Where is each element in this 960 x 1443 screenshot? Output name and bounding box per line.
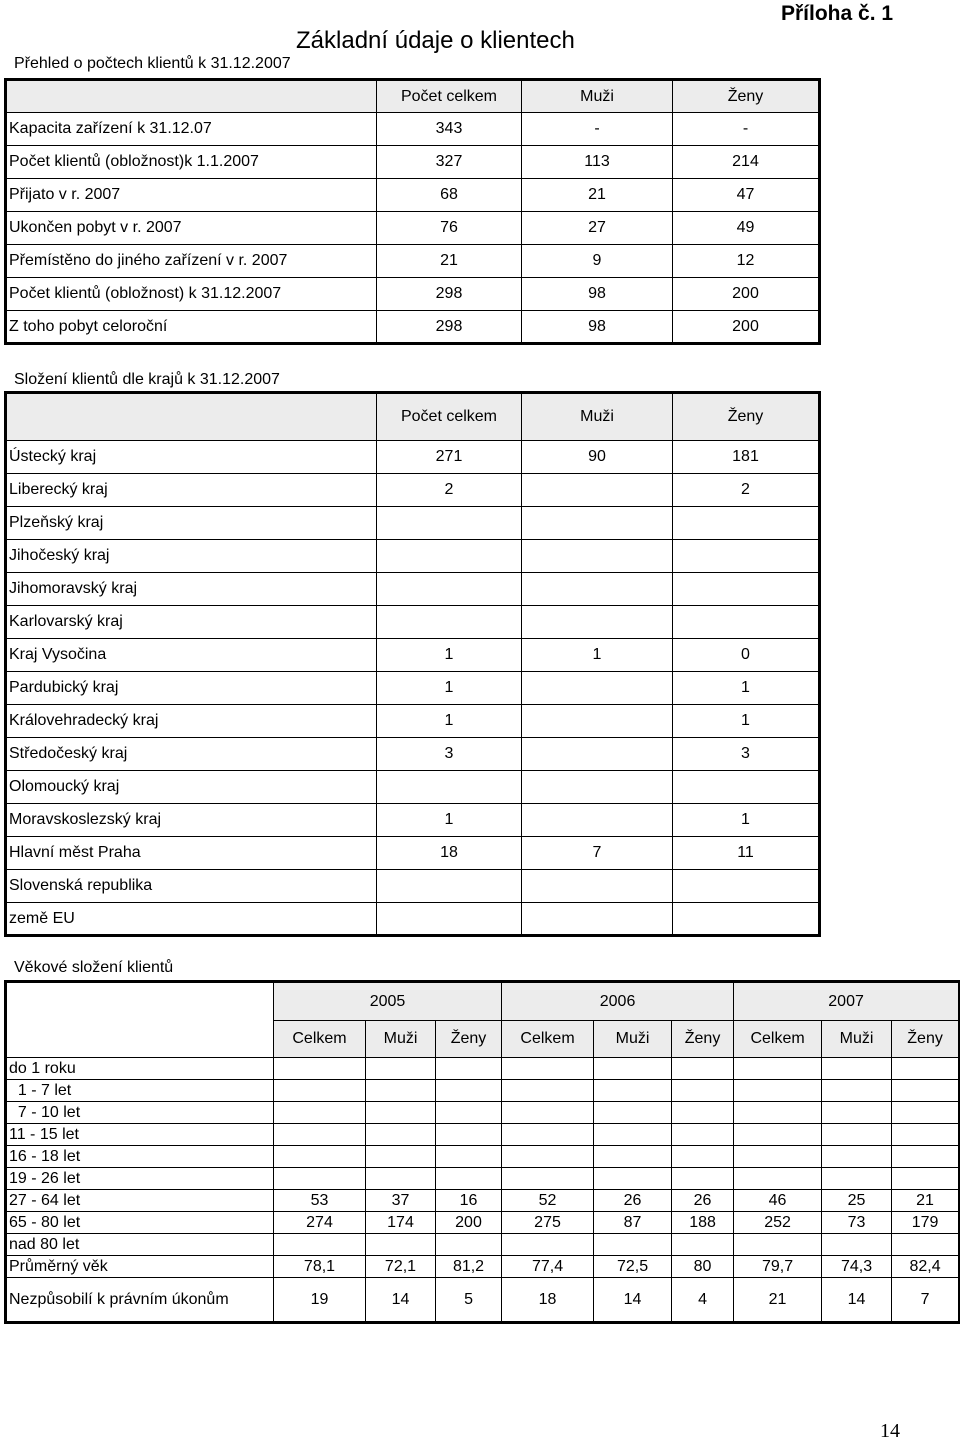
cell-total: [377, 507, 522, 540]
table-row: [6, 146, 820, 179]
row-label: Olomoucký kraj: [6, 771, 377, 804]
value-cell: 174: [366, 1212, 436, 1234]
value-cell: [502, 1124, 594, 1146]
overview-section-title: Přehled o počtech klientů k 31.12.2007: [14, 55, 291, 72]
row-label: Ukončen pobyt v r. 2007: [6, 212, 377, 245]
value-cell: 81,2: [436, 1256, 502, 1278]
table-row: [6, 212, 820, 245]
value-cell: 53: [274, 1190, 366, 1212]
cell-men: 27: [522, 212, 673, 245]
row-label: Královehradecký kraj: [6, 705, 377, 738]
cell-men: 9: [522, 245, 673, 278]
row-label: Kapacita zařízení k 31.12.07: [6, 113, 377, 146]
cell-total: 1: [377, 705, 522, 738]
header-cell: [6, 393, 377, 441]
value-cell: [274, 1168, 366, 1190]
value-cell: 82,4: [892, 1256, 960, 1278]
value-cell: 14: [594, 1278, 672, 1323]
value-cell: 37: [366, 1190, 436, 1212]
table-row: [6, 311, 820, 344]
value-cell: [594, 1234, 672, 1256]
value-cell: 72,5: [594, 1256, 672, 1278]
cell-women: 181: [673, 441, 820, 474]
row-label: 7 - 10 let: [6, 1102, 274, 1124]
table-row: [6, 1058, 960, 1080]
cell-women: [673, 540, 820, 573]
value-cell: 80: [672, 1256, 734, 1278]
table-row: [6, 1080, 960, 1102]
table-row: [6, 804, 820, 837]
value-cell: [366, 1124, 436, 1146]
value-cell: [436, 1124, 502, 1146]
value-cell: [594, 1080, 672, 1102]
value-cell: 188: [672, 1212, 734, 1234]
value-cell: [274, 1102, 366, 1124]
cell-men: [522, 474, 673, 507]
cell-women: [673, 903, 820, 936]
cell-women: 11: [673, 837, 820, 870]
table-row: [6, 278, 820, 311]
value-cell: 274: [274, 1212, 366, 1234]
overview-table: [4, 78, 821, 345]
value-cell: 4: [672, 1278, 734, 1323]
cell-total: [377, 771, 522, 804]
cell-total: [377, 870, 522, 903]
value-cell: [274, 1124, 366, 1146]
value-cell: [822, 1058, 892, 1080]
cell-total: 1: [377, 639, 522, 672]
table-row: [6, 1146, 960, 1168]
value-cell: [892, 1080, 960, 1102]
cell-men: [522, 573, 673, 606]
value-cell: [502, 1102, 594, 1124]
annex-label: Příloha č. 1: [781, 2, 894, 25]
value-cell: 26: [672, 1190, 734, 1212]
subheader-cell: Muži: [822, 1021, 892, 1058]
table-row: [6, 474, 820, 507]
value-cell: 19: [274, 1278, 366, 1323]
value-cell: 72,1: [366, 1256, 436, 1278]
row-label: Středočeský kraj: [6, 738, 377, 771]
row-label: Slovenská republika: [6, 870, 377, 903]
value-cell: 25: [822, 1190, 892, 1212]
value-cell: 18: [502, 1278, 594, 1323]
value-cell: [594, 1146, 672, 1168]
cell-men: 21: [522, 179, 673, 212]
value-cell: [502, 1168, 594, 1190]
ages-year-row: [6, 982, 960, 1021]
cell-men: 90: [522, 441, 673, 474]
table-row: [6, 1278, 960, 1323]
table-row: [6, 1234, 960, 1256]
cell-total: 76: [377, 212, 522, 245]
value-cell: [274, 1080, 366, 1102]
row-label: Počet klientů (obložnost) k 31.12.2007: [6, 278, 377, 311]
table-row: [6, 179, 820, 212]
row-label: Průměrný věk: [6, 1256, 274, 1278]
value-cell: [366, 1058, 436, 1080]
regions-section-title: Složení klientů dle krajů k 31.12.2007: [14, 371, 280, 388]
table-row: [6, 540, 820, 573]
cell-women: [673, 507, 820, 540]
subheader-cell: Celkem: [734, 1021, 822, 1058]
value-cell: [594, 1124, 672, 1146]
value-cell: [436, 1168, 502, 1190]
row-label: 65 - 80 let: [6, 1212, 274, 1234]
table-row: [6, 1212, 960, 1234]
cell-women: 1: [673, 705, 820, 738]
value-cell: [274, 1234, 366, 1256]
value-cell: [892, 1146, 960, 1168]
table-row: [6, 1168, 960, 1190]
cell-total: [377, 606, 522, 639]
value-cell: [436, 1102, 502, 1124]
row-label: Karlovarský kraj: [6, 606, 377, 639]
subheader-cell: Ženy: [672, 1021, 734, 1058]
cell-total: [377, 573, 522, 606]
value-cell: [892, 1124, 960, 1146]
ages-body: [6, 1058, 960, 1323]
subheader-cell: Celkem: [274, 1021, 366, 1058]
year-header: 2007: [734, 982, 960, 1021]
row-label: Přemístěno do jiného zařízení v r. 2007: [6, 245, 377, 278]
cell-men: [522, 606, 673, 639]
header-cell: Počet celkem: [377, 393, 522, 441]
subheader-cell: Muži: [366, 1021, 436, 1058]
header-cell: Počet celkem: [377, 80, 522, 113]
year-header: 2006: [502, 982, 734, 1021]
ages-section-title: Věkové složení klientů: [14, 959, 174, 976]
table-row: [6, 903, 820, 936]
cell-total: [377, 540, 522, 573]
value-cell: [822, 1080, 892, 1102]
regions-header-row: [6, 393, 820, 441]
cell-women: 1: [673, 804, 820, 837]
table-row: [6, 507, 820, 540]
row-label: Jihomoravský kraj: [6, 573, 377, 606]
value-cell: 79,7: [734, 1256, 822, 1278]
value-cell: [594, 1058, 672, 1080]
subheader-cell: Ženy: [436, 1021, 502, 1058]
cell-men: [522, 771, 673, 804]
cell-total: 298: [377, 278, 522, 311]
value-cell: 7: [892, 1278, 960, 1323]
value-cell: [822, 1124, 892, 1146]
value-cell: [734, 1124, 822, 1146]
value-cell: [502, 1234, 594, 1256]
cell-women: [673, 870, 820, 903]
table-row: [6, 441, 820, 474]
cell-women: 47: [673, 179, 820, 212]
row-label: do 1 roku: [6, 1058, 274, 1080]
value-cell: 46: [734, 1190, 822, 1212]
cell-men: [522, 540, 673, 573]
value-cell: [822, 1168, 892, 1190]
value-cell: [892, 1168, 960, 1190]
cell-men: -: [522, 113, 673, 146]
cell-women: -: [673, 113, 820, 146]
value-cell: [502, 1146, 594, 1168]
table-row: [6, 606, 820, 639]
value-cell: 21: [892, 1190, 960, 1212]
cell-total: 2: [377, 474, 522, 507]
ages-table: [4, 980, 960, 1324]
cell-men: [522, 903, 673, 936]
subheader-cell: Muži: [594, 1021, 672, 1058]
cell-total: 18: [377, 837, 522, 870]
cell-total: 1: [377, 672, 522, 705]
value-cell: [672, 1124, 734, 1146]
value-cell: [366, 1080, 436, 1102]
value-cell: [734, 1234, 822, 1256]
value-cell: [366, 1146, 436, 1168]
cell-total: 3: [377, 738, 522, 771]
value-cell: 77,4: [502, 1256, 594, 1278]
value-cell: 200: [436, 1212, 502, 1234]
cell-women: 49: [673, 212, 820, 245]
value-cell: 179: [892, 1212, 960, 1234]
page-title: Základní údaje o klientech: [296, 27, 575, 54]
table-row: [6, 1256, 960, 1278]
value-cell: 26: [594, 1190, 672, 1212]
value-cell: [502, 1058, 594, 1080]
value-cell: [672, 1234, 734, 1256]
header-cell: [6, 1021, 274, 1058]
value-cell: [366, 1168, 436, 1190]
overview-header-row: [6, 80, 820, 113]
value-cell: [502, 1080, 594, 1102]
table-row: [6, 837, 820, 870]
row-label: nad 80 let: [6, 1234, 274, 1256]
table-row: [6, 771, 820, 804]
cell-women: 200: [673, 311, 820, 344]
table-row: [6, 705, 820, 738]
page-number: 14: [880, 1420, 900, 1442]
row-label: Pardubický kraj: [6, 672, 377, 705]
table-row: [6, 573, 820, 606]
cell-total: 68: [377, 179, 522, 212]
value-cell: [274, 1058, 366, 1080]
value-cell: [822, 1234, 892, 1256]
value-cell: [436, 1080, 502, 1102]
value-cell: [672, 1058, 734, 1080]
cell-total: [377, 903, 522, 936]
value-cell: 252: [734, 1212, 822, 1234]
row-label: země EU: [6, 903, 377, 936]
value-cell: 16: [436, 1190, 502, 1212]
value-cell: [366, 1102, 436, 1124]
row-label: 19 - 26 let: [6, 1168, 274, 1190]
ages-subheader-row: [6, 1021, 960, 1058]
cell-men: [522, 738, 673, 771]
cell-men: 1: [522, 639, 673, 672]
cell-total: 298: [377, 311, 522, 344]
value-cell: [822, 1146, 892, 1168]
cell-total: 21: [377, 245, 522, 278]
header-cell: Muži: [522, 393, 673, 441]
row-label: Přijato v r. 2007: [6, 179, 377, 212]
regions-table: [4, 391, 821, 937]
cell-total: 271: [377, 441, 522, 474]
value-cell: [594, 1168, 672, 1190]
header-cell: Ženy: [673, 80, 820, 113]
value-cell: [366, 1234, 436, 1256]
value-cell: 14: [822, 1278, 892, 1323]
cell-men: [522, 672, 673, 705]
row-label: Plzeňský kraj: [6, 507, 377, 540]
cell-men: 98: [522, 311, 673, 344]
cell-women: [673, 606, 820, 639]
table-row: [6, 113, 820, 146]
value-cell: [672, 1168, 734, 1190]
cell-men: [522, 507, 673, 540]
header-cell: Muži: [522, 80, 673, 113]
row-label: 1 - 7 let: [6, 1080, 274, 1102]
table-row: [6, 245, 820, 278]
cell-men: [522, 870, 673, 903]
value-cell: 5: [436, 1278, 502, 1323]
row-label: Hlavní měst Praha: [6, 837, 377, 870]
row-label: Počet klientů (obložnost)k 1.1.2007: [6, 146, 377, 179]
cell-men: [522, 705, 673, 738]
value-cell: [274, 1146, 366, 1168]
table-row: [6, 870, 820, 903]
cell-women: [673, 771, 820, 804]
row-label: Nezpůsobilí k právním úkonům: [6, 1278, 274, 1323]
value-cell: 52: [502, 1190, 594, 1212]
header-cell: Ženy: [673, 393, 820, 441]
row-label: 11 - 15 let: [6, 1124, 274, 1146]
header-cell: [6, 80, 377, 113]
value-cell: [436, 1058, 502, 1080]
value-cell: [672, 1146, 734, 1168]
value-cell: 73: [822, 1212, 892, 1234]
cell-women: 2: [673, 474, 820, 507]
cell-total: 327: [377, 146, 522, 179]
cell-men: 98: [522, 278, 673, 311]
row-label: Moravskoslezský kraj: [6, 804, 377, 837]
table-row: [6, 672, 820, 705]
value-cell: [734, 1058, 822, 1080]
year-header: 2005: [274, 982, 502, 1021]
value-cell: [822, 1102, 892, 1124]
cell-total: 1: [377, 804, 522, 837]
value-cell: [436, 1234, 502, 1256]
value-cell: 87: [594, 1212, 672, 1234]
cell-women: 3: [673, 738, 820, 771]
cell-men: 7: [522, 837, 673, 870]
cell-women: 0: [673, 639, 820, 672]
value-cell: [594, 1102, 672, 1124]
row-label: Liberecký kraj: [6, 474, 377, 507]
value-cell: [734, 1080, 822, 1102]
cell-women: 214: [673, 146, 820, 179]
cell-women: 200: [673, 278, 820, 311]
subheader-cell: Celkem: [502, 1021, 594, 1058]
value-cell: 78,1: [274, 1256, 366, 1278]
row-label: Kraj Vysočina: [6, 639, 377, 672]
value-cell: 74,3: [822, 1256, 892, 1278]
value-cell: 21: [734, 1278, 822, 1323]
row-label: 16 - 18 let: [6, 1146, 274, 1168]
row-label: 27 - 64 let: [6, 1190, 274, 1212]
value-cell: [734, 1146, 822, 1168]
value-cell: [672, 1102, 734, 1124]
value-cell: [892, 1234, 960, 1256]
value-cell: [734, 1168, 822, 1190]
table-row: [6, 1124, 960, 1146]
table-row: [6, 639, 820, 672]
row-label: Ústecký kraj: [6, 441, 377, 474]
value-cell: [734, 1102, 822, 1124]
row-label: Z toho pobyt celoroční: [6, 311, 377, 344]
table-row: [6, 1190, 960, 1212]
cell-women: 12: [673, 245, 820, 278]
table-row: [6, 738, 820, 771]
cell-women: [673, 573, 820, 606]
value-cell: 275: [502, 1212, 594, 1234]
table-row: [6, 1102, 960, 1124]
subheader-cell: Ženy: [892, 1021, 960, 1058]
row-label: Jihočeský kraj: [6, 540, 377, 573]
value-cell: 14: [366, 1278, 436, 1323]
cell-total: 343: [377, 113, 522, 146]
cell-men: [522, 804, 673, 837]
value-cell: [672, 1080, 734, 1102]
cell-men: 113: [522, 146, 673, 179]
header-cell: [6, 982, 274, 1021]
value-cell: [436, 1146, 502, 1168]
cell-women: 1: [673, 672, 820, 705]
value-cell: [892, 1058, 960, 1080]
value-cell: [892, 1102, 960, 1124]
